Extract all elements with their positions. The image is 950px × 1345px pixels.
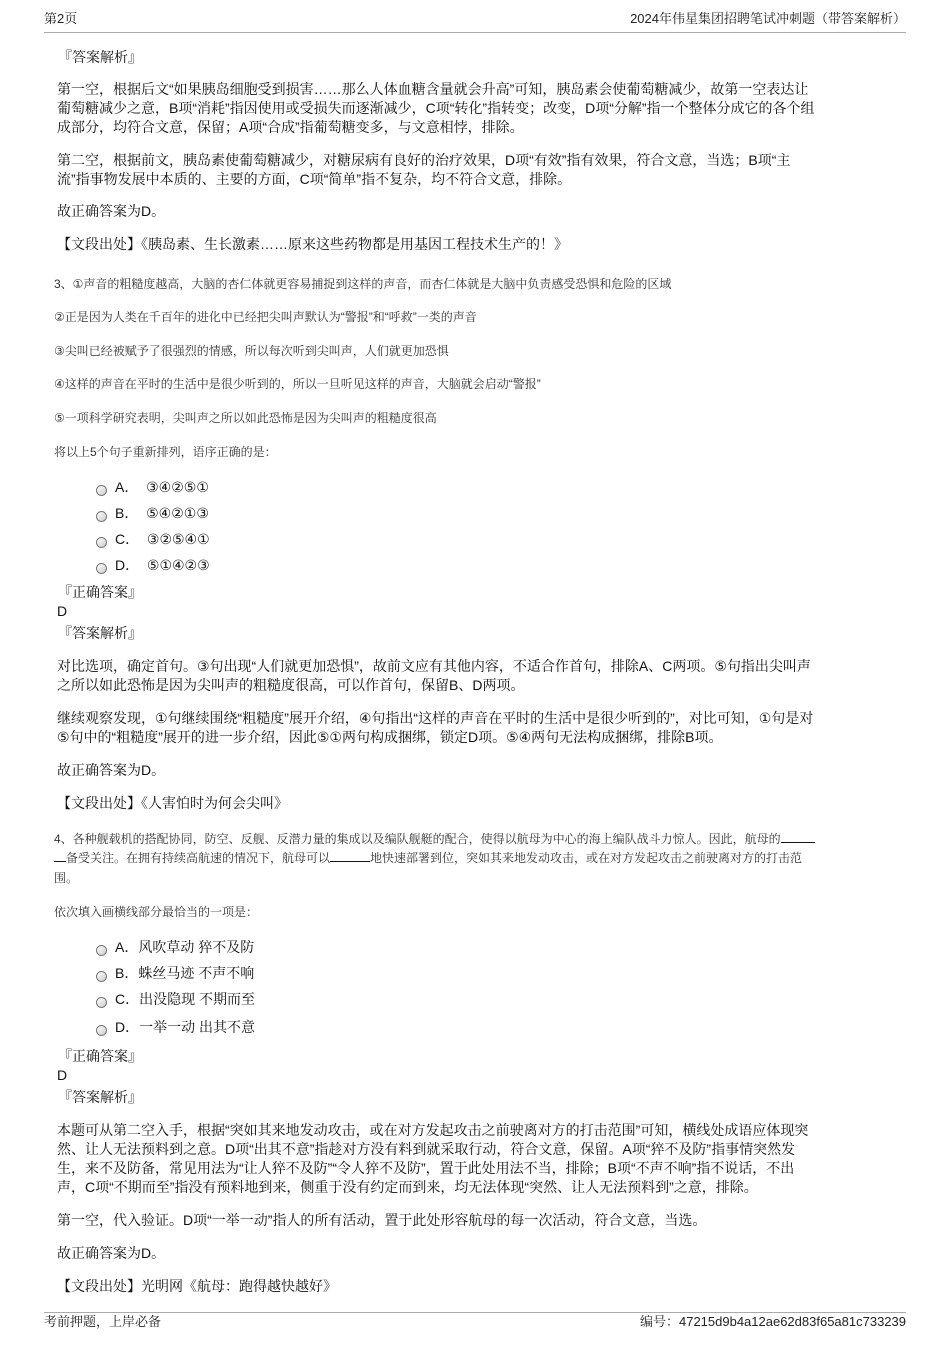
- analysis-line: 然、让人无法预料到之意。D项“出其不意”指趁对方没有料到就采取行动，符合文意，保留。A项“猝不及防”指事情突然发: [57, 1141, 796, 1157]
- analysis-line: 第一空，根据后文“如果胰岛细胞受到损害……那么人体血糖含量就会升高”可知，胰岛素会使葡萄糖减少，故第一空表达让: [57, 81, 809, 97]
- answer-value: D: [57, 1067, 68, 1083]
- analysis-line: 继续观察发现，①句继续围绕“粗糙度”展开介绍，④句指出“这样的声音在平时的生活中是很少听到的”，对比可知，①句是对: [57, 710, 814, 726]
- header-divider: [44, 32, 906, 33]
- document-id: 编号：47215d9b4a12ae62d83f65a81c733239: [639, 1314, 906, 1329]
- blank-1: [781, 830, 815, 843]
- answer-label: 『正确答案』: [58, 584, 142, 600]
- sentence: ④这样的声音在平时的生活中是很少听到的，所以一旦听见这样的声音，大脑就会启动“警报”: [54, 377, 541, 391]
- option-letter: B．: [115, 505, 139, 521]
- option-letter: A．: [115, 939, 139, 955]
- conclusion: 故正确答案为D。: [57, 203, 166, 219]
- question-line: 围。: [54, 871, 79, 885]
- option-text: 一举一动 出其不意: [139, 1019, 256, 1035]
- question-prompt: 将以上5个句子重新排列，语序正确的是：: [54, 445, 277, 459]
- question-line: 备受关注。在拥有持续高航速的情况下，航母可以: [66, 851, 331, 865]
- analysis-line: 之所以如此恐怖是因为尖叫声的粗糙度很高，可以作首句，保留B、D两项。: [57, 677, 525, 693]
- option-b-radio[interactable]: [96, 511, 107, 522]
- option-letter: A．: [115, 479, 139, 495]
- analysis-line: ⑤句中的“粗糙度”展开的进一步介绍，因此⑤①两句构成捆绑，锁定D项。⑤④两句无法构成捆绑，排除B项。: [57, 729, 723, 745]
- source: 【文段出处】《人害怕时为何会尖叫》: [57, 795, 288, 811]
- option-text: ③④②⑤①: [146, 479, 209, 495]
- option-text: 风吹草动 猝不及防: [138, 939, 255, 955]
- option-a-radio[interactable]: [96, 945, 107, 956]
- question-prompt: 依次填入画横线部分最恰当的一项是：: [54, 905, 259, 919]
- analysis-line: 第一空，代入验证。D项“一举一动”指人的所有活动，置于此处形容航母的每一次活动，符合文意，当选。: [57, 1212, 707, 1228]
- question-text: [54, 849, 802, 868]
- sentence: ③尖叫已经被赋予了很强烈的情感，所以每次听到尖叫声，人们就更加恐惧: [54, 344, 449, 358]
- question-line: 地快速部署到位，突如其来地发动攻击，或在对方发起攻击之前驶离对方的打击范: [370, 851, 803, 865]
- option-letter: D．: [115, 1019, 140, 1035]
- option-text: 蛛丝马迹 不声不响: [138, 965, 255, 981]
- question-text: [54, 830, 815, 849]
- blank-1-cont: [54, 849, 66, 862]
- source: 【文段出处】光明网《航母：跑得越快越好》: [57, 1278, 337, 1294]
- option-b[interactable]: [115, 504, 209, 523]
- analysis-line: 生，来不及防备，常见用法为“让人猝不及防”“令人猝不及防”，置于此处用法不当，排除；B项“不声不响”指不说话，不出: [57, 1160, 795, 1176]
- analysis-line: 成部分，均符合文意，保留；A项“合成”指葡萄糖变多，与文意相悖，排除。: [57, 119, 524, 135]
- option-b-radio[interactable]: [96, 971, 107, 982]
- analysis-label: 『答案解析』: [58, 625, 142, 641]
- conclusion: 故正确答案为D。: [57, 762, 166, 778]
- analysis-line: 声，C项“不期而至”指没有预料地到来，侧重于没有约定而到来，均无法体现“突然、让人无法预料到”之意，排除。: [57, 1179, 758, 1195]
- analysis-line: 葡萄糖减少之意，B项“消耗”指因使用或受损失而逐渐减少，C项“转化”指转变；改变，D项“分解”指一个整体分成它的各个组: [57, 100, 815, 116]
- option-a[interactable]: [115, 938, 254, 957]
- analysis-line: 流”指事物发展中本质的、主要的方面，C项“简单”指不复杂，均不符合文意，排除。: [57, 171, 572, 187]
- sentence: ⑤一项科学研究表明，尖叫声之所以如此恐怖是因为尖叫声的粗糙度很高: [54, 411, 437, 425]
- option-d[interactable]: [115, 1018, 255, 1037]
- option-d-radio[interactable]: [96, 563, 107, 574]
- option-c-radio[interactable]: [96, 537, 107, 548]
- option-text: ⑤①④②③: [146, 557, 210, 573]
- answer-label: 『正确答案』: [58, 1048, 142, 1064]
- analysis-label: 『答案解析』: [58, 1089, 142, 1105]
- option-text: ③②⑤④①: [146, 531, 210, 547]
- document-title: 2024年伟星集团招聘笔试冲刺题（带答案解析）: [630, 11, 906, 26]
- footer-slogan: 考前押题，上岸必备: [44, 1314, 162, 1329]
- analysis-line: 对比选项，确定首句。③句出现“人们就更加恐惧”，故前文应有其他内容，不适合作首句，排除A、C两项。⑤句指出尖叫声: [57, 658, 811, 674]
- option-c[interactable]: [115, 530, 210, 549]
- sentence: 3、①声音的粗糙度越高，大脑的杏仁体就更容易捕捉到这样的声音，而杏仁体就是大脑中负责感受恐惧和危险的区域: [54, 277, 672, 291]
- option-b[interactable]: [115, 964, 254, 983]
- option-d-radio[interactable]: [96, 1025, 107, 1036]
- answer-value: D: [57, 603, 68, 619]
- option-letter: C．: [115, 531, 140, 547]
- sentence: ②正是因为人类在千百年的进化中已经把尖叫声默认为“警报”和“呼救”一类的声音: [54, 310, 477, 324]
- option-text: 出没隐现 不期而至: [139, 991, 256, 1007]
- option-a-radio[interactable]: [96, 485, 107, 496]
- option-c-radio[interactable]: [96, 997, 107, 1008]
- option-letter: C．: [115, 991, 140, 1007]
- option-letter: D．: [115, 557, 140, 573]
- question-line: 4、各种舰载机的搭配协同，防空、反舰、反潜力量的集成以及编队舰艇的配合，使得以航母为中心的海上编队战斗力惊人。因此，航母的: [54, 832, 781, 846]
- option-text: ⑤④②①③: [146, 505, 209, 521]
- option-letter: B．: [115, 965, 139, 981]
- page-number: 第2页: [44, 11, 78, 26]
- blank-2: [330, 849, 370, 862]
- analysis-line: 第二空，根据前文，胰岛素使葡萄糖减少，对糖尿病有良好的治疗效果，D项“有效”指有效果，符合文意，当选；B项“主: [57, 152, 791, 168]
- analysis-label: 『答案解析』: [58, 49, 142, 65]
- option-c[interactable]: [115, 990, 255, 1009]
- option-a[interactable]: [115, 478, 209, 497]
- source: 【文段出处】《胰岛素、生长激素……原来这些药物都是用基因工程技术生产的！》: [57, 236, 568, 252]
- conclusion: 故正确答案为D。: [57, 1245, 166, 1261]
- option-d[interactable]: [115, 556, 210, 575]
- analysis-line: 本题可从第二空入手，根据“突如其来地发动攻击，或在对方发起攻击之前驶离对方的打击范围”可知，横线处成语应体现突: [57, 1122, 809, 1138]
